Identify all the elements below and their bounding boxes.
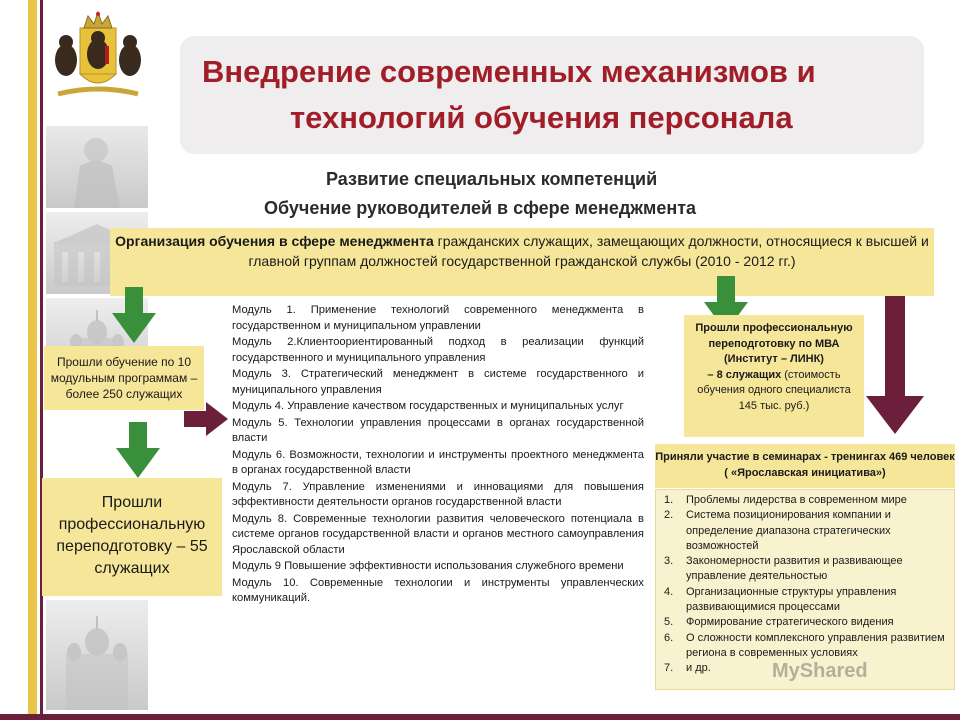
list-number: 1. <box>664 494 674 506</box>
subtitle-line2: Обучение руководителей в сфере менеджмента <box>264 198 697 218</box>
maroon-down-arrow-icon <box>866 296 924 434</box>
list-item <box>664 631 948 662</box>
list-number: 3. <box>664 555 674 568</box>
mba-box-text: (стоимость обучения одного специалиста 145 тыс. руб.) <box>697 368 851 412</box>
coat-of-arms-icon <box>48 8 148 104</box>
subtitle-line1: Развитие специальных компетенций <box>326 169 658 189</box>
page-title-line2: технологий обучения персонала <box>290 100 793 135</box>
list-number: 7. <box>664 662 674 675</box>
bottom-bar <box>0 714 960 720</box>
trained-modules-box: Прошли обучение по 10 модульным программам – более 250 служащих <box>44 346 204 410</box>
seminar-box: Приняли участие в семинарах - тренингах 469 человек ( «Ярославская инициатива») <box>655 444 955 488</box>
mba-box-bold2: – 8 служащих <box>707 368 782 381</box>
list-text: О сложности комплексного управления развитием региона в современных условиях <box>686 631 945 659</box>
cathedral-photo <box>46 600 148 710</box>
module-item: Модуль 9 Повышение эффективности использования служебного времени <box>232 560 624 572</box>
mba-box <box>684 315 864 437</box>
list-item <box>664 585 948 616</box>
list-text: Проблемы лидерства в современном мире <box>686 494 907 506</box>
list-text: Система позиционирования компании и определение диапазона стратегических возможностей <box>686 509 891 552</box>
list-item <box>664 615 948 630</box>
list-text: Формирование стратегического видения <box>686 616 894 629</box>
module-item: Модуль 10. Современные технологии и инструменты управленческих коммуникаций. <box>232 576 644 604</box>
module-item: Модуль 8. Современные технологии развития человеческого потенциала в системе органов государственной власти и органов местного самоуправления Ярославской области <box>232 512 644 556</box>
org-training-box <box>110 228 934 296</box>
list-number: 5. <box>664 616 674 629</box>
monument-photo <box>46 126 148 208</box>
gold-stripe <box>28 0 37 720</box>
module-item: Модуль 2.Клиентоориентированный подход в реализации функций государственного и муниципального управления <box>232 336 644 364</box>
org-box-text: гражданских служащих, замещающих должности, относящиеся к высшей и главной группам должностей государственной гражданской службы (2010 - 2012 гг.) <box>248 233 929 269</box>
watermark: MyShared <box>772 660 868 682</box>
list-text: и др. <box>686 662 711 675</box>
list-number: 6. <box>664 631 674 644</box>
page-title-line1: Внедрение современных механизмов и <box>202 54 816 89</box>
list-item <box>664 554 948 585</box>
retraining-box: Прошли профессиональную переподготовку – 55 служащих <box>42 478 222 596</box>
module-item: Модуль 4. Управление качеством государственных и муниципальных услуг <box>232 400 624 412</box>
module-item: Модуль 1. Применение технологий современного менеджмента в государственном и муниципальном управлении <box>232 304 644 332</box>
list-number: 4. <box>664 585 674 598</box>
list-text: Организационные структуры управления развивающимися процессами <box>686 585 897 614</box>
list-item <box>664 493 948 508</box>
module-item: Модуль 6. Возможности, технологии и инструменты проектного менеджмента в органах государственной власти <box>232 448 644 476</box>
green-down-arrow-icon <box>116 422 160 478</box>
module-item: Модуль 3. Стратегический менеджмент в системе государственного и муниципального управления <box>232 368 644 396</box>
org-box-bold: Организация обучения в сфере менеджмента <box>115 233 434 249</box>
list-number: 2. <box>664 509 674 522</box>
list-text: Закономерности развития и развивающее управление деятельностью <box>686 555 903 583</box>
modules-list <box>232 303 644 608</box>
module-item: Модуль 5. Технологии управления процессами в органах государственной власти <box>232 416 644 444</box>
title-panel <box>180 36 924 154</box>
maroon-stripe <box>40 0 43 720</box>
list-item <box>664 508 948 554</box>
green-down-arrow-icon <box>112 287 156 343</box>
module-item: Модуль 7. Управление изменениями и инновациями для повышения эффективности деятельности органов государственной власти <box>232 480 644 508</box>
mba-box-bold1: Прошли профессиональную переподготовку по МВА (Институт – ЛИНК) <box>695 322 853 365</box>
